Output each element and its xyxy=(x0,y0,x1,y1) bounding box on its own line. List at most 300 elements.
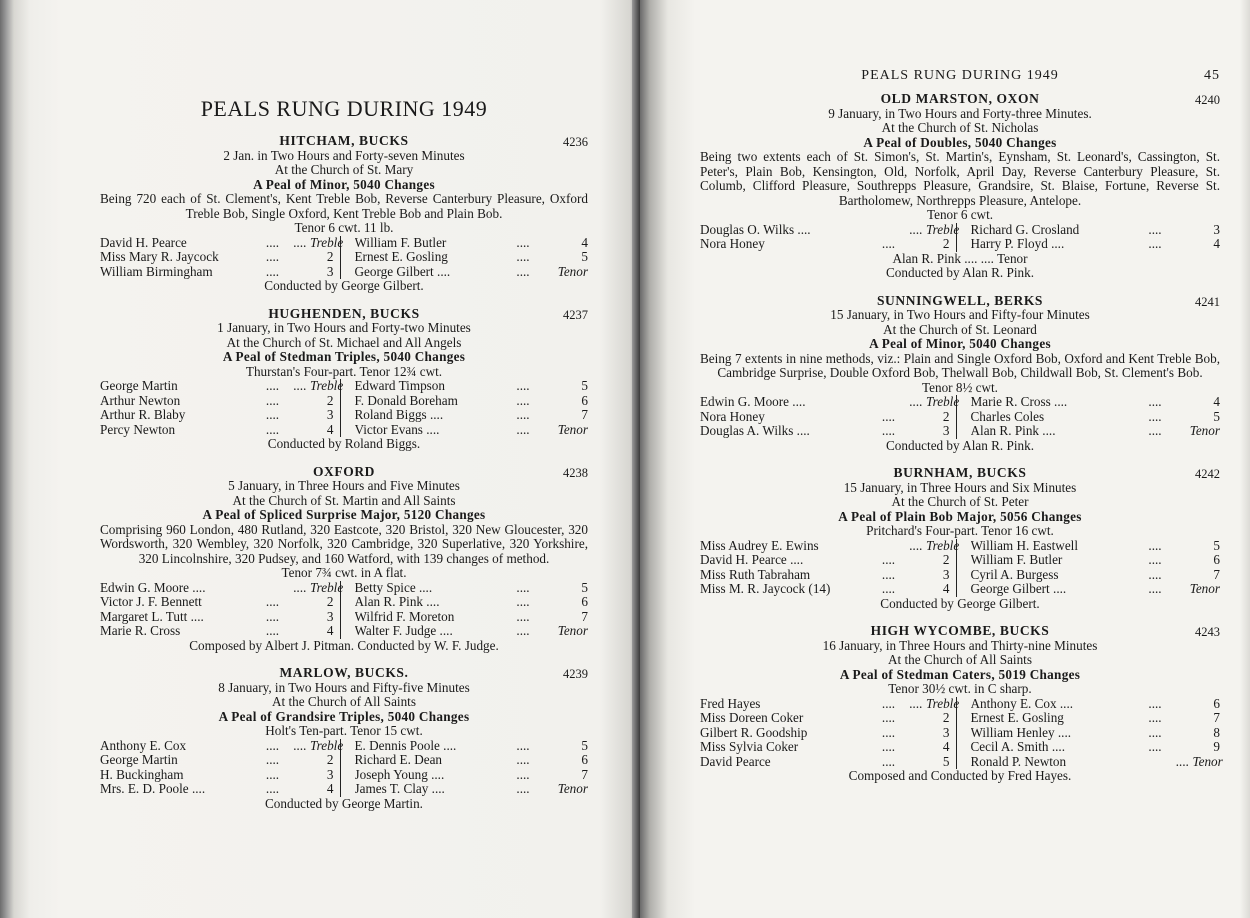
ringers-table xyxy=(700,695,1223,770)
ringer-row xyxy=(700,553,950,568)
ringer-bell: 4 xyxy=(326,781,334,796)
ringer-bell: .... Treble xyxy=(909,695,960,711)
ringer-name: Gilbert R. Goodship xyxy=(700,725,808,740)
ringers-column-right xyxy=(957,539,1221,597)
peal-title: A Peal of Stedman Triples, 5040 Changes xyxy=(222,349,466,364)
ringer-row xyxy=(100,782,334,797)
peal-number: 4238 xyxy=(563,465,588,480)
ringers-column-right xyxy=(341,236,589,280)
ringer-row xyxy=(100,234,344,251)
peal-date-line: 1 January, in Two Hours and Forty-two Minutes xyxy=(217,320,471,335)
ringer-bell: 5 xyxy=(1213,537,1220,553)
ringer-leader-dots: .... xyxy=(1148,552,1162,567)
ringer-row xyxy=(355,782,589,797)
ringer-bell: 3 xyxy=(326,407,334,422)
ringer-leader-dots: .... xyxy=(265,378,280,393)
ringer-name: Wilfrid F. Moreton xyxy=(354,609,455,624)
ringer-leader-dots: .... xyxy=(265,594,280,609)
ringer-leader-dots: .... xyxy=(1148,221,1162,237)
page-number: 45 xyxy=(1204,68,1220,83)
ringers-column-right xyxy=(957,697,1221,770)
ringer-leader-dots: .... xyxy=(516,608,530,624)
ringer-bell: 2 xyxy=(942,236,950,251)
peal-entry xyxy=(100,134,588,294)
right-page xyxy=(640,0,1250,918)
ringers-table xyxy=(100,379,588,437)
ringer-bell: 3 xyxy=(942,724,950,740)
ringer-row xyxy=(971,539,1221,554)
ringer-bell: 6 xyxy=(581,594,588,609)
ringer-row xyxy=(355,394,589,409)
peal-number: 4237 xyxy=(563,307,588,322)
ringer-leader-dots: .... xyxy=(1148,537,1162,553)
ringers-column-left xyxy=(100,737,344,797)
ringer-row xyxy=(700,711,950,726)
ringer-leader-dots: .... xyxy=(1148,566,1162,582)
ringer-row xyxy=(971,697,1221,712)
ringer-leader-dots: .... xyxy=(881,552,896,567)
ringer-row xyxy=(100,753,334,768)
ringer-bell: 5 xyxy=(581,249,588,264)
peal-tenor: Tenor 7¾ cwt. in A flat. xyxy=(281,565,407,580)
ringer-bell: 3 xyxy=(326,766,334,782)
ringer-name: E. Dennis Poole .... xyxy=(354,738,457,753)
ringer-bell: 5 xyxy=(581,378,588,393)
ringer-name: H. Buckingham xyxy=(100,767,184,782)
ringer-leader-dots: .... xyxy=(881,236,896,251)
left-peal-list xyxy=(100,134,588,811)
ringer-row xyxy=(100,250,334,265)
ringer-name: William Birmingham xyxy=(100,264,213,279)
ringer-row xyxy=(355,595,589,610)
ringer-leader-dots: .... xyxy=(516,781,530,796)
ringer-bell: 4 xyxy=(942,581,950,596)
ringer-row xyxy=(971,568,1221,583)
ringer-bell: 4 xyxy=(326,623,334,638)
ringers-column-right xyxy=(341,379,589,437)
ringer-bell: 5 xyxy=(581,579,588,595)
ringer-name: Roland Biggs .... xyxy=(354,408,444,422)
ringer-name: Fred Hayes xyxy=(700,696,761,711)
peal-details: Being 7 extents in nine methods, viz.: Plain and Single Oxford Bob, Oxford and Kent Treble Bob, Cambridge Surprise, Double Oxford Bob, Thelwall Bob, Childwall Bob, St. Clement's Bob. xyxy=(700,350,1220,380)
ringer-row xyxy=(100,394,334,409)
peal-title: A Peal of Stedman Caters, 5019 Changes xyxy=(839,666,1081,682)
ringers-column-right xyxy=(341,739,589,797)
ringers-column-left xyxy=(700,695,960,770)
ringer-row xyxy=(700,410,950,425)
ringer-leader-dots xyxy=(868,223,910,238)
peal-credit: Conducted by George Gilbert. xyxy=(880,595,1040,611)
ringer-name: William Henley .... xyxy=(970,725,1072,740)
ringer-leader-dots: .... xyxy=(265,623,280,638)
ringer-name: James T. Clay .... xyxy=(354,782,445,796)
peal-church: At the Church of St. Leonard xyxy=(883,321,1037,337)
ringer-leader-dots: .... xyxy=(881,408,896,424)
ringer-name: Ernest E. Gosling xyxy=(970,711,1064,725)
peal-tenor: Thurstan's Four-part. Tenor 12¾ cwt. xyxy=(245,363,443,379)
ringer-name: Arthur Newton xyxy=(100,393,181,408)
ringer-name: Joseph Young .... xyxy=(354,767,445,782)
ringer-row xyxy=(355,250,589,265)
peal-credit: Composed by Albert J. Pitman. Conducted by W. F. Judge. xyxy=(189,637,499,653)
right-page-content xyxy=(700,68,1223,797)
ringer-bell: .... Treble xyxy=(909,221,960,237)
ringer-row xyxy=(971,711,1221,726)
ringers-table xyxy=(100,236,588,280)
peal-title: A Peal of Spliced Surprise Major, 5120 Changes xyxy=(202,507,486,522)
ringer-row xyxy=(700,695,960,712)
ringer-row xyxy=(100,265,334,280)
peal-church: At the Church of All Saints xyxy=(888,652,1032,667)
peal-header xyxy=(100,666,588,681)
peal-tenor: Tenor 30½ cwt. in C sharp. xyxy=(888,681,1032,696)
peal-credit: Conducted by Alan R. Pink. xyxy=(886,437,1034,453)
ringer-row xyxy=(100,737,344,754)
ringer-row xyxy=(100,378,344,394)
ringers-column-right xyxy=(957,223,1221,252)
ringer-leader-dots: .... xyxy=(516,594,530,609)
ringer-row xyxy=(700,755,950,770)
peal-tenor: Pritchard's Four-part. Tenor 16 cwt. xyxy=(866,523,1054,538)
ringer-row xyxy=(355,265,589,280)
peal-church: At the Church of St. Mary xyxy=(274,162,414,177)
ringer-name: George Gilbert .... xyxy=(970,582,1067,596)
ringer-leader-dots: .... xyxy=(1148,724,1162,740)
peal-details: Comprising 960 London, 480 Rutland, 320 Eastcote, 320 Bristol, 320 New Gloucester, 320 Wordsworth, 320 Wembley, 320 Norfolk, 320 Cambridge, 320 Superlative, 320 Yorkshire, 320 Lincolnshire, 320 Pudsey, and 160 Watford, with 139 changes of method. xyxy=(100,521,588,566)
peal-church: At the Church of St. Peter xyxy=(891,494,1029,509)
peal-date-line: 16 January, in Three Hours and Thirty-nine Minutes xyxy=(822,637,1098,653)
ringer-row xyxy=(100,408,334,423)
ringer-bell: 5 xyxy=(581,737,588,753)
peal-place: OLD MARSTON, OXON xyxy=(880,91,1040,106)
ringer-leader-dots xyxy=(868,539,910,554)
ringer-bell: Tenor xyxy=(557,623,588,638)
ringer-bell: 3 xyxy=(942,423,950,438)
peal-title: A Peal of Grandsire Triples, 5040 Changes xyxy=(218,708,470,724)
peal-header xyxy=(100,134,588,149)
peal-tenor: Tenor 8½ cwt. xyxy=(922,379,998,395)
ringer-bell: 6 xyxy=(581,392,588,408)
ringer-leader-dots: .... xyxy=(516,378,530,393)
peal-extra-ringer: Alan R. Pink .... .... Tenor xyxy=(892,250,1028,266)
peal-header xyxy=(100,465,588,480)
ringer-bell: 6 xyxy=(1213,695,1220,711)
ringer-name: Mrs. E. D. Poole .... xyxy=(100,782,206,796)
ringer-name: Alan R. Pink .... xyxy=(354,595,440,609)
peal-date-line: 5 January, in Three Hours and Five Minutes xyxy=(228,478,460,493)
ringer-leader-dots: .... xyxy=(265,392,280,408)
ringer-name: Nora Honey xyxy=(700,237,765,251)
peal-entry xyxy=(700,92,1220,281)
ringers-column-left xyxy=(700,394,960,439)
ringer-row xyxy=(355,379,589,394)
ringer-leader-dots xyxy=(1134,755,1176,770)
ringer-leader-dots: .... xyxy=(265,407,280,422)
ringer-name: Richard G. Crosland xyxy=(970,222,1080,237)
peal-place: BURNHAM, BUCKS xyxy=(893,465,1027,480)
ringer-name: Miss Mary R. Jaycock xyxy=(100,250,219,264)
peal-credit: Conducted by George Gilbert. xyxy=(264,278,424,293)
peal-entry xyxy=(100,666,588,811)
ringer-row xyxy=(700,424,950,439)
ringer-bell: 7 xyxy=(581,407,588,422)
ringer-name: Marie R. Cross xyxy=(100,624,181,638)
peal-date-line: 15 January, in Two Hours and Fifty-four Minutes xyxy=(830,307,1090,322)
ringer-bell: 4 xyxy=(326,421,334,437)
running-head xyxy=(700,68,1220,84)
ringer-name: Miss Sylvia Coker xyxy=(700,740,799,754)
ringer-bell: 2 xyxy=(326,752,334,767)
ringer-leader-dots: .... xyxy=(881,581,896,596)
ringer-row xyxy=(100,610,334,625)
ringer-leader-dots: .... xyxy=(265,737,280,753)
ringers-table xyxy=(100,581,588,639)
ringers-table xyxy=(700,539,1220,597)
peal-number: 4240 xyxy=(1195,93,1220,107)
ringer-leader-dots: .... xyxy=(516,234,530,250)
ringer-row xyxy=(100,624,334,639)
ringer-row xyxy=(971,582,1221,597)
ringer-bell: 2 xyxy=(942,552,950,567)
ringer-row xyxy=(355,581,589,596)
ringer-bell: 2 xyxy=(942,710,950,725)
ringer-leader-dots: .... xyxy=(265,234,280,250)
ringer-leader-dots: .... xyxy=(516,766,530,782)
ringer-row xyxy=(355,408,589,423)
peal-entry xyxy=(700,623,1223,784)
peal-place: SUNNINGWELL, BERKS xyxy=(876,292,1044,308)
ringer-leader-dots: .... xyxy=(516,579,530,595)
ringer-leader-dots: .... xyxy=(516,737,530,753)
ringer-name: Miss Doreen Coker xyxy=(700,711,804,725)
ringer-leader-dots: .... xyxy=(1148,581,1162,596)
peal-place: MARLOW, BUCKS. xyxy=(279,665,409,680)
ringer-bell: 3 xyxy=(326,263,334,279)
ringer-leader-dots: .... xyxy=(516,407,530,422)
ringer-row xyxy=(971,424,1221,439)
ringer-bell: 6 xyxy=(581,752,588,767)
ringer-name: George Martin xyxy=(100,753,178,767)
ringer-bell: 7 xyxy=(581,766,588,782)
ringer-name: Nora Honey xyxy=(700,409,765,424)
ringer-bell: Tenor xyxy=(1189,423,1220,438)
ringer-row xyxy=(971,223,1221,238)
ringer-name: Miss M. R. Jaycock (14) xyxy=(700,582,831,596)
peal-number: 4242 xyxy=(1195,467,1220,481)
ringer-row xyxy=(355,753,589,768)
peal-title: A Peal of Doubles, 5040 Changes xyxy=(863,134,1057,150)
ringer-row xyxy=(700,568,950,583)
ringer-bell: .... Treble xyxy=(293,579,344,595)
ringer-row xyxy=(700,740,950,755)
ringer-row xyxy=(355,423,589,438)
peal-credit: Conducted by Alan R. Pink. xyxy=(886,265,1034,280)
ringer-name: Richard E. Dean xyxy=(354,753,443,767)
peal-number: 4236 xyxy=(563,135,588,149)
ringer-bell: 3 xyxy=(942,566,950,582)
ringer-leader-dots: .... xyxy=(516,249,530,264)
peal-entry xyxy=(700,294,1220,454)
ringer-leader-dots: .... xyxy=(516,623,530,638)
ringer-bell: Tenor xyxy=(557,781,588,796)
left-page-content xyxy=(100,96,588,824)
ringer-name: Walter F. Judge .... xyxy=(354,624,453,638)
ringer-name: Percy Newton xyxy=(100,422,176,437)
ringer-name: William F. Butler xyxy=(970,553,1063,567)
ringer-leader-dots: .... xyxy=(265,766,280,782)
ringer-row xyxy=(355,768,589,783)
ringer-row xyxy=(971,410,1221,425)
peal-number: 4239 xyxy=(563,667,588,681)
ringer-leader-dots: .... xyxy=(881,566,896,582)
peal-date-line: 9 January, in Two Hours and Forty-three Minutes. xyxy=(828,105,1092,121)
running-head-title: PEALS RUNG DURING 1949 xyxy=(861,68,1059,83)
ringer-leader-dots: .... xyxy=(1148,423,1162,438)
peal-date-line: 8 January, in Two Hours and Fifty-five Minutes xyxy=(218,679,470,695)
ringer-bell: 7 xyxy=(1213,566,1220,582)
ringer-name: Cyril A. Burgess xyxy=(970,567,1059,582)
ringer-name: Margaret L. Tutt .... xyxy=(100,609,204,624)
ringer-bell: 7 xyxy=(581,608,588,624)
ringers-column-left xyxy=(700,537,960,597)
ringer-leader-dots: .... xyxy=(265,608,280,624)
ringer-row xyxy=(700,394,960,410)
ringer-row xyxy=(700,221,960,238)
ringer-bell: 4 xyxy=(1213,236,1220,251)
ringer-bell: 4 xyxy=(1213,394,1220,409)
ringer-row xyxy=(971,553,1221,568)
ringers-column-left xyxy=(100,234,344,280)
ringer-bell: 2 xyxy=(326,594,334,609)
ringer-row xyxy=(971,395,1221,410)
ringer-name: Edward Timpson xyxy=(354,379,445,393)
ringer-leader-dots: .... xyxy=(881,695,896,711)
ringer-name: Douglas A. Wilks .... xyxy=(700,424,810,438)
peal-church: At the Church of All Saints xyxy=(272,694,416,709)
peal-header xyxy=(700,294,1220,309)
peal-tenor: Tenor 6 cwt. xyxy=(926,207,994,222)
ringer-leader-dots: .... xyxy=(516,752,530,767)
ringer-bell: Tenor xyxy=(557,263,588,279)
ringer-row xyxy=(971,740,1221,755)
ringer-leader-dots: .... xyxy=(265,421,280,437)
peal-date-line: 15 January, in Three Hours and Six Minutes xyxy=(843,479,1077,495)
peal-entry xyxy=(100,465,588,654)
peal-entry xyxy=(100,307,588,452)
ringer-leader-dots: .... xyxy=(881,724,896,740)
peal-header xyxy=(100,307,588,322)
ringer-name: Miss Audrey E. Ewins xyxy=(700,538,819,553)
peal-place: HITCHAM, BUCKS xyxy=(279,133,409,148)
ringer-name: Harry P. Floyd .... xyxy=(970,237,1065,251)
ringer-bell: .... Treble xyxy=(909,537,960,553)
ringer-row xyxy=(971,237,1221,252)
ringer-row xyxy=(700,726,950,741)
ringer-row xyxy=(971,755,1221,770)
ringer-name: William H. Eastwell xyxy=(970,538,1079,553)
ringer-bell: 9 xyxy=(1213,739,1220,754)
peal-credit: Composed and Conducted by Fred Hayes. xyxy=(848,768,1072,783)
ringer-bell: .... Treble xyxy=(293,737,344,753)
ringer-bell: 7 xyxy=(1213,710,1220,725)
ringer-name: David H. Pearce xyxy=(100,235,187,250)
ringer-name: Cecil A. Smith .... xyxy=(970,740,1066,754)
ringer-bell: Tenor xyxy=(557,421,588,437)
ringer-bell: 4 xyxy=(581,234,588,250)
ringer-name: David H. Pearce .... xyxy=(700,553,804,567)
ringer-name: Edwin G. Moore .... xyxy=(700,395,806,409)
ringer-bell: Tenor xyxy=(1189,581,1220,596)
ringer-leader-dots: .... xyxy=(1148,739,1162,754)
peal-church: At the Church of St. Martin and All Saints xyxy=(232,492,456,508)
ringer-name: Anthony E. Cox xyxy=(100,738,187,753)
ringer-name: F. Donald Boreham xyxy=(354,393,458,408)
peal-number: 4243 xyxy=(1195,625,1220,639)
ringer-name: David Pearce xyxy=(700,754,771,769)
peal-credit: Conducted by George Martin. xyxy=(265,795,423,811)
ringer-name: George Martin xyxy=(100,379,178,393)
ringer-row xyxy=(971,726,1221,741)
ringer-leader-dots: .... xyxy=(516,392,530,408)
peal-title: A Peal of Plain Bob Major, 5056 Changes xyxy=(838,508,1082,524)
peal-number: 4241 xyxy=(1195,294,1220,309)
ringer-row xyxy=(355,610,589,625)
peal-title: A Peal of Minor, 5040 Changes xyxy=(869,336,1051,351)
ringers-column-left xyxy=(100,378,344,437)
ringer-name: Arthur R. Blaby xyxy=(100,408,186,422)
ringer-bell: 3 xyxy=(326,608,334,624)
ringer-row xyxy=(700,582,950,597)
ringer-leader-dots: .... xyxy=(881,753,896,769)
peal-details: Being 720 each of St. Clement's, Kent Treble Bob, Reverse Canterbury Pleasure, Oxford Treble Bob, Single Oxford, Kent Treble Bob and Plain Bob. xyxy=(100,191,588,221)
ringer-leader-dots: .... xyxy=(881,739,896,754)
ringer-name: Victor Evans .... xyxy=(354,422,440,437)
ringer-name: Edwin G. Moore .... xyxy=(100,580,206,595)
ringers-table xyxy=(100,739,588,797)
ringer-leader-dots: .... xyxy=(516,421,530,437)
ringer-row xyxy=(100,768,334,783)
ringer-row xyxy=(355,236,589,251)
ringer-bell: 4 xyxy=(942,739,950,754)
ringer-bell: .... Treble xyxy=(293,234,344,250)
ringer-name: Marie R. Cross .... xyxy=(970,395,1068,409)
peal-entry xyxy=(700,466,1220,611)
peal-header xyxy=(700,466,1220,481)
ringer-bell: 6 xyxy=(1213,552,1220,567)
peal-credit: Conducted by Roland Biggs. xyxy=(267,436,421,451)
ringer-name: Alan R. Pink .... xyxy=(970,424,1056,438)
peal-date-line: 2 Jan. in Two Hours and Forty-seven Minutes xyxy=(223,147,465,163)
ringer-row xyxy=(100,595,334,610)
ringer-leader-dots: .... xyxy=(1148,394,1162,409)
ringer-row xyxy=(700,537,960,554)
ringer-bell: .... Tenor xyxy=(1176,753,1223,769)
peal-place: HUGHENDEN, BUCKS xyxy=(268,305,420,321)
peal-church: At the Church of St. Michael and All Angels xyxy=(226,334,462,350)
peal-tenor: Tenor 6 cwt. 11 lb. xyxy=(294,220,394,235)
peal-header xyxy=(700,92,1220,107)
page-title: PEALS RUNG DURING 1949 xyxy=(200,96,488,121)
ringer-name: Ernest E. Gosling xyxy=(354,250,448,264)
ringers-table xyxy=(700,395,1220,439)
ringer-bell: 2 xyxy=(326,249,334,264)
ringer-name: Douglas O. Wilks .... xyxy=(700,222,811,237)
ringer-name: Anthony E. Cox .... xyxy=(970,696,1074,711)
ringer-leader-dots: .... xyxy=(1148,236,1162,251)
ringer-name: Ronald P. Newton xyxy=(970,754,1067,769)
ringer-name: Charles Coles xyxy=(970,409,1045,424)
ringer-bell: 8 xyxy=(1213,724,1220,740)
